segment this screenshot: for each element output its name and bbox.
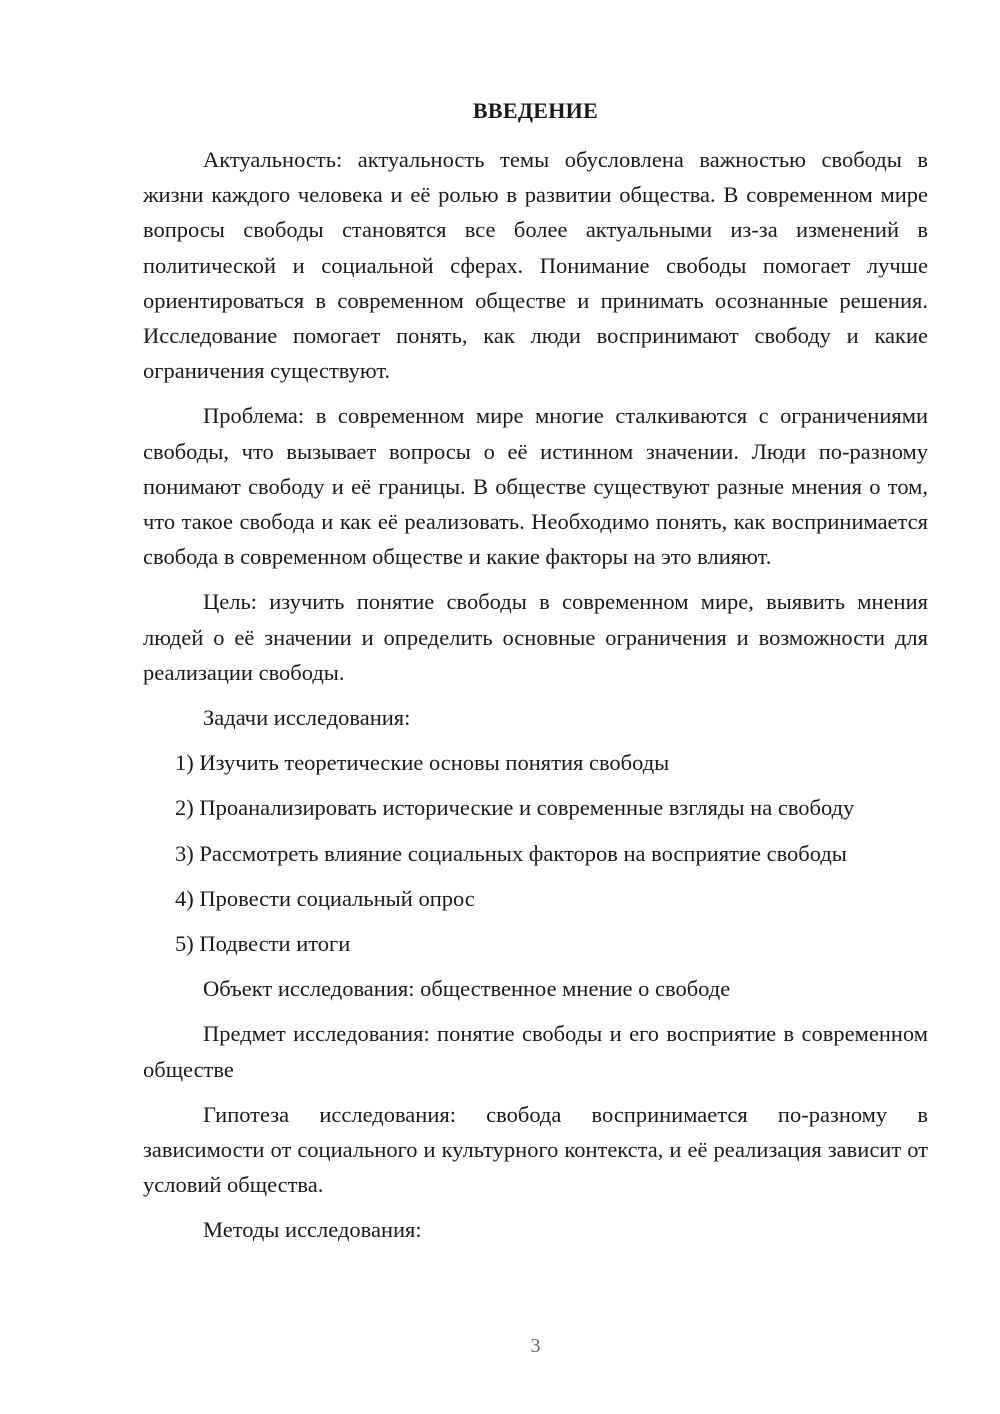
tasks-heading: Задачи исследования: bbox=[203, 705, 411, 731]
task-item: 3) Рассмотреть влияние социальных факторов на восприятие свободы bbox=[175, 840, 847, 866]
task-item: 4) Провести социальный опрос bbox=[175, 885, 475, 911]
document-body bbox=[143, 142, 928, 1258]
hypothesis-paragraph: Гипотеза исследования: свобода воспринимается по-разному в зависимости от социального и культурного контекста, и её реализация зависит от условий общества. bbox=[143, 1101, 928, 1198]
page-number: 3 bbox=[530, 1335, 541, 1357]
tasks-list bbox=[143, 745, 928, 961]
relevance-paragraph: Актуальность: актуальность темы обусловлена важностью свободы в жизни каждого человека и её ролью в развитии общества. В современном мире вопросы свободы становятся все более актуальными из-за изменений в политической и социальной сферах. Понимание свободы помогает лучше ориентироваться в современном обществе и принимать осознанные решения. Исследование помогает понять, как люди воспринимают свободу и какие ограничения существуют. bbox=[143, 147, 928, 384]
object-paragraph: Объект исследования: общественное мнение о свободе bbox=[203, 976, 731, 1002]
task-item: 1) Изучить теоретические основы понятия свободы bbox=[175, 750, 670, 776]
problem-paragraph: Проблема: в современном мире многие сталкиваются с ограничениями свободы, что вызывает вопросы о её истинном значении. Люди по-разному понимают свободу и её границы. В обществе существуют разные мнения о том, что такое свобода и как её реализовать. Необходимо понять, как воспринимается свобода в современном обществе и какие факторы на это влияют. bbox=[143, 403, 928, 570]
subject-paragraph: Предмет исследования: понятие свободы и его восприятие в современном обществе bbox=[143, 1021, 928, 1082]
methods-heading: Методы исследования: bbox=[203, 1217, 422, 1243]
goal-paragraph: Цель: изучить понятие свободы в современном мире, выявить мнения людей о её значении и определить основные ограничения и возможности для реализации свободы. bbox=[143, 589, 928, 685]
task-item: 5) Подвести итоги bbox=[175, 931, 351, 957]
task-item: 2) Проанализировать исторические и современные взгляды на свободу bbox=[175, 795, 855, 821]
section-title: ВВЕДЕНИЕ bbox=[472, 98, 599, 123]
document-page bbox=[143, 0, 928, 1414]
